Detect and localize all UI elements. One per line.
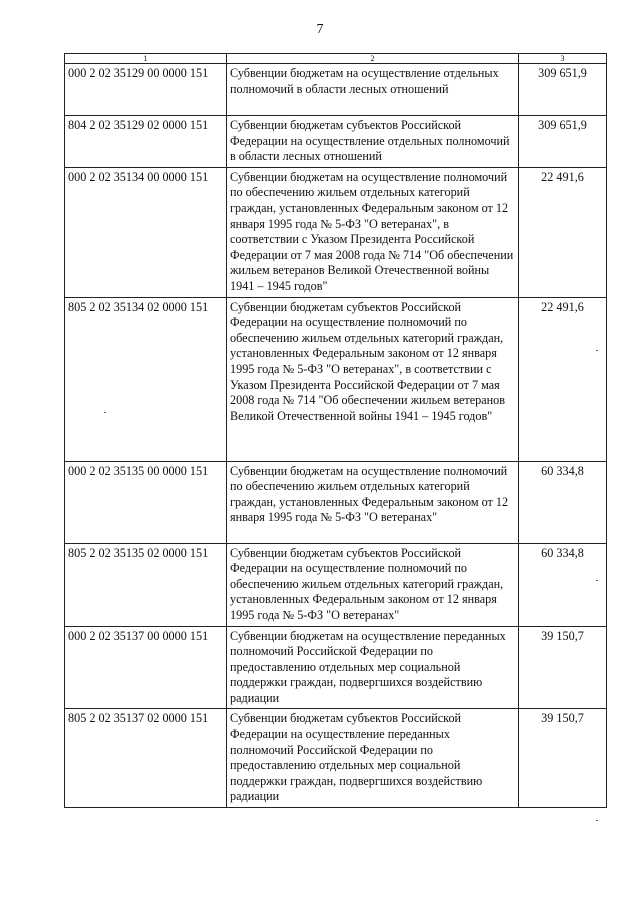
row-amount: 60 334,8 <box>519 461 607 543</box>
row-description: Субвенции бюджетам субъектов Российской Федерации на осуществление полномочий по обеспечению жильем отдельных категорий граждан, установленных Федеральным законом от 12 января 1995 года № 5-ФЗ "О ветеранах", в соответствии с Указом Президента Российской Федерации от 7 мая 2008 года № 714 "Об обеспечении жильем ветеранов Великой Отечественной войны 1941 – 1945 годов" <box>227 297 519 461</box>
scan-speck <box>596 820 598 821</box>
table-row <box>65 116 607 168</box>
row-description: Субвенции бюджетам субъектов Российской Федерации на осуществление полномочий по обеспечению жильем отдельных категорий граждан, установленных Федеральным законом от 12 января 1995 года № 5-ФЗ "О ветеранах" <box>227 543 519 626</box>
scan-speck <box>104 412 106 413</box>
table-row <box>65 64 607 116</box>
table-row <box>65 167 607 297</box>
row-code: 804 2 02 35129 02 0000 151 <box>65 116 227 168</box>
row-description: Субвенции бюджетам на осуществление отдельных полномочий в области лесных отношений <box>227 64 519 116</box>
page-number: 7 <box>316 22 324 37</box>
table-row <box>65 709 607 808</box>
row-amount: 60 334,8 <box>519 543 607 626</box>
table-row <box>65 626 607 709</box>
scan-speck <box>596 350 598 351</box>
row-code: 000 2 02 35135 00 0000 151 <box>65 461 227 543</box>
header-row <box>65 54 607 64</box>
row-amount: 39 150,7 <box>519 626 607 709</box>
table-row <box>65 461 607 543</box>
scan-speck <box>596 580 598 581</box>
budget-table <box>64 53 607 808</box>
row-amount: 309 651,9 <box>519 116 607 168</box>
row-code: 000 2 02 35137 00 0000 151 <box>65 626 227 709</box>
table-row <box>65 297 607 461</box>
row-description: Субвенции бюджетам на осуществление переданных полномочий Российской Федерации по предоставлению отдельных мер социальной поддержки граждан, подвергшихся воздействию радиации <box>227 626 519 709</box>
row-amount: 22 491,6 <box>519 167 607 297</box>
row-code: 000 2 02 35129 00 0000 151 <box>65 64 227 116</box>
row-description: Субвенции бюджетам на осуществление полномочий по обеспечению жильем отдельных категорий граждан, установленных Федеральным законом от 12 января 1995 года № 5-ФЗ "О ветеранах", в соответствии с Указом Президента Российской Федерации от 7 мая 2008 года № 714 "Об обеспечении жильем ветеранов Великой Отечественной войны 1941 – 1945 годов" <box>227 167 519 297</box>
row-amount: 39 150,7 <box>519 709 607 808</box>
column-header-amount: 3 <box>519 54 607 64</box>
row-code: 805 2 02 35135 02 0000 151 <box>65 543 227 626</box>
row-amount: 22 491,6 <box>519 297 607 461</box>
table-row <box>65 543 607 626</box>
row-description: Субвенции бюджетам субъектов Российской Федерации на осуществление отдельных полномочий в области лесных отношений <box>227 116 519 168</box>
row-description: Субвенции бюджетам субъектов Российской Федерации на осуществление переданных полномочий Российской Федерации по предоставлению отдельных мер социальной поддержки граждан, подвергшихся воздействию радиации <box>227 709 519 808</box>
row-amount: 309 651,9 <box>519 64 607 116</box>
row-code: 805 2 02 35134 02 0000 151 <box>65 297 227 461</box>
column-header-description: 2 <box>227 54 519 64</box>
column-header-code: 1 <box>65 54 227 64</box>
row-code: 000 2 02 35134 00 0000 151 <box>65 167 227 297</box>
row-code: 805 2 02 35137 02 0000 151 <box>65 709 227 808</box>
row-description: Субвенции бюджетам на осуществление полномочий по обеспечению жильем отдельных категорий граждан, установленных Федеральным законом от 12 января 1995 года № 5-ФЗ "О ветеранах" <box>227 461 519 543</box>
